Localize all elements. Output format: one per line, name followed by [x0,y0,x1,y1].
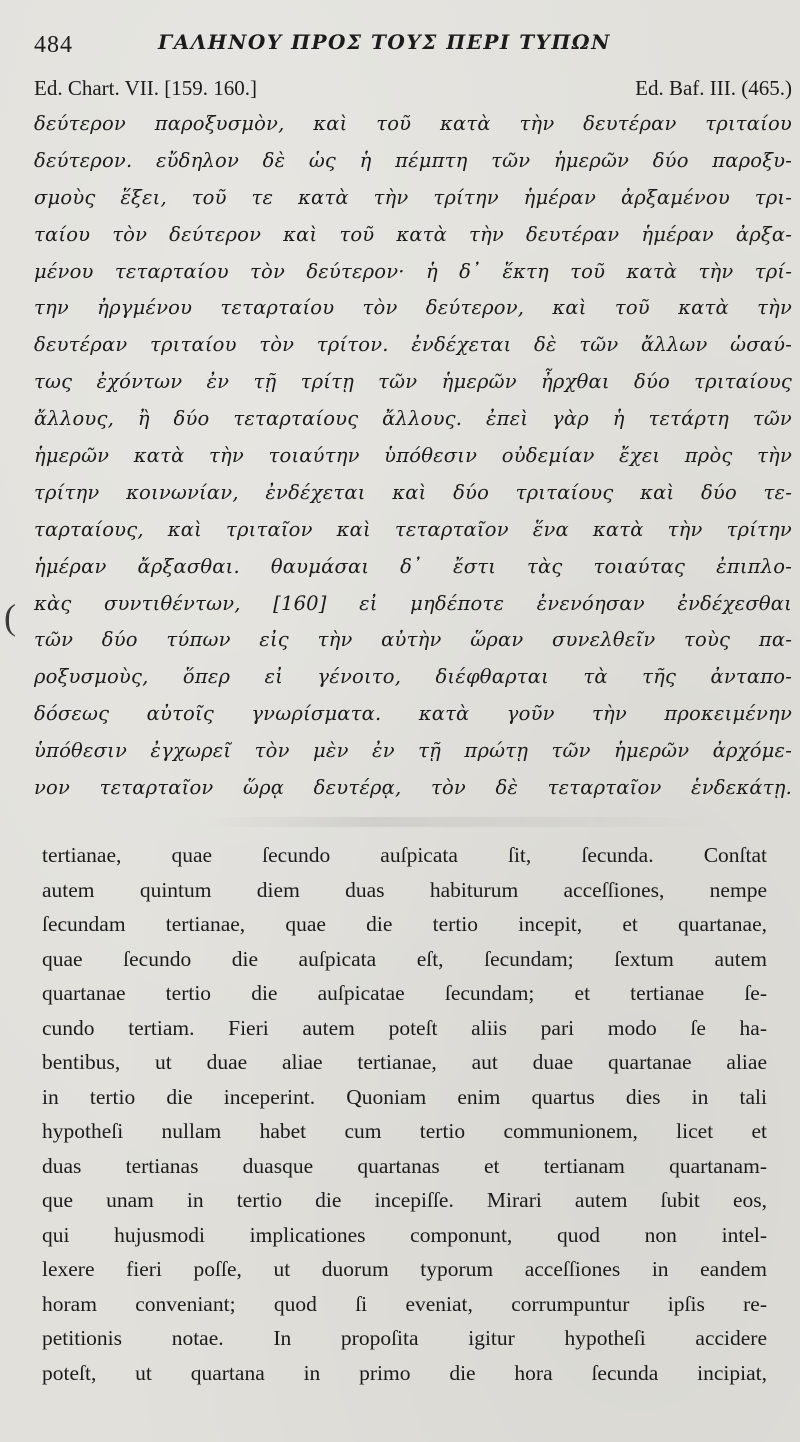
latin-line: quae ſecundo die auſpicata eſt, ſecundam; ſextum autem [42,946,767,971]
latin-line: in tertio die inceperint. Quoniam enim quartus dies in tali [42,1084,767,1109]
running-title: ΓΑΛΗΝΟΥ ΠΡΟΣ ΤΟΥΣ ΠΕΡΙ ΤΥΠΩΝ [158,30,611,54]
greek-line: την ἠργμένου τεταρταίου τὸν δεύτερον, καὶ τοῦ κατὰ τὴν [34,296,792,320]
latin-line: bentibus, ut duae aliae tertianae, aut duae quartanae aliae [42,1050,767,1074]
latin-line: cundo tertiam. Fieri autem poteſt aliis pari modo ſe ha- [42,1015,767,1040]
page-number: 484 [34,32,73,58]
latin-line: qui hujusmodi implicationes componunt, quod non intel- [42,1222,767,1247]
greek-line: τρίτην κοινωνίαν, ἐνδέχεται καὶ δύο τριταίους καὶ δύο τε- [34,480,792,504]
edition-chart-reference: Ed. Chart. VII. [159. 160.] [34,76,257,100]
greek-line: σμοὺς ἕξει, τοῦ τε κατὰ τὴν τρίτην ἡμέραν ἀρξαμένου τρι- [34,185,792,209]
latin-line: hypotheſi nullam habet cum tertio communionem, licet et [42,1119,767,1143]
latin-line: horam conveniant; quod ſi eveniat, corrumpuntur ipſis re- [42,1291,767,1316]
greek-line: ἡμερῶν κατὰ τὴν τοιαύτην ὑπόθεσιν οὐδεμίαν ἔχει πρὸς τὴν [34,444,792,468]
latin-line: que unam in tertio die incepiſſe. Mirari autem ſubit eos, [42,1188,767,1212]
greek-line: δεύτερον παροξυσμὸν, καὶ τοῦ κατὰ τὴν δευτέραν τριταίου [34,112,792,135]
latin-line: ſecundam tertianae, quae die tertio incepit, et quartanae, [42,912,767,936]
latin-line: lexere fieri poſſe, ut duorum typorum acceſſiones in eandem [42,1257,767,1281]
latin-line: duas tertianas duasque quartanas et tertianam quartanam- [42,1153,767,1178]
greek-line: ταίου τὸν δεύτερον καὶ τοῦ κατὰ τὴν δευτέραν ἡμέραν ἀρξα- [34,222,792,246]
greek-line: μένου τεταρταίου τὸν δεύτερον· ἡ δ᾽ ἕκτη τοῦ κατὰ τὴν τρί- [34,259,792,283]
margin-bracket-mark: ( [4,597,16,637]
greek-line: δευτέραν τριταίου τὸν τρίτον. ἐνδέχεται δὲ τῶν ἄλλων ὡσαύ- [34,333,792,357]
greek-line: τῶν δύο τύπων εἰς τὴν αὐτὴν ὥραν συνελθεῖν τοὺς πα- [34,628,792,652]
latin-line: petitionis notae. In propoſita igitur hypotheſi accidere [42,1326,767,1350]
greek-line: ἡμέραν ἄρξασθαι. θαυμάσαι δ᾽ ἔστι τὰς τοιαύτας ἐπιπλο- [34,554,792,578]
latin-line: poteſt, ut quartana in primo die hora ſecunda incipiat, [42,1360,767,1385]
edition-reference-line [34,76,792,104]
greek-line: δόσεως αὐτοῖς γνωρίσματα. κατὰ γοῦν τὴν προκειμένην [34,702,792,726]
edition-basel-reference: Ed. Baf. III. (465.) [635,76,792,100]
greek-line: ταρταίους, καὶ τριταῖον καὶ τεταρταῖον ἕνα κατὰ τὴν τρίτην [34,517,792,541]
greek-line: τως ἐχόντων ἐν τῇ τρίτῃ τῶν ἡμερῶν ἦρχθαι δύο τριταίους [34,370,792,394]
greek-line: δεύτερον. εὔδηλον δὲ ὡς ἡ πέμπτη τῶν ἡμερῶν δύο παροξυ- [34,148,792,172]
greek-line: νον τεταρταῖον ὥρᾳ δευτέρᾳ, τὸν δὲ τεταρταῖον ἑνδεκάτῃ. [34,776,792,800]
greek-line: ἄλλους, ἢ δύο τεταρταίους ἄλλους. ἐπεὶ γὰρ ἡ τετάρτη τῶν [34,407,792,431]
greek-line: ὑπόθεσιν ἐγχωρεῖ τὸν μὲν ἐν τῇ πρώτῃ τῶν ἡμερῶν ἀρχόμε- [34,739,792,763]
latin-line: quartanae tertio die auſpicatae ſecundam; et tertianae ſe- [42,981,767,1005]
greek-text-block [34,106,792,807]
latin-text-block [42,838,767,1390]
greek-line: κὰς συντιθέντων, [160] εἰ μηδέποτε ἐνενόησαν ἐνδέχεσθαι [34,591,792,615]
greek-line: ροξυσμοὺς, ὅπερ εἰ γένοιτο, διέφθαρται τὰ τῆς ἀνταπο- [34,665,792,689]
latin-line: autem quintum diem duas habiturum acceſſiones, nempe [42,877,767,902]
running-head [34,28,774,62]
bleed-through-shadow [200,817,720,827]
latin-line: tertianae, quae ſecundo auſpicata ſit, ſecunda. Conſtat [42,843,767,867]
